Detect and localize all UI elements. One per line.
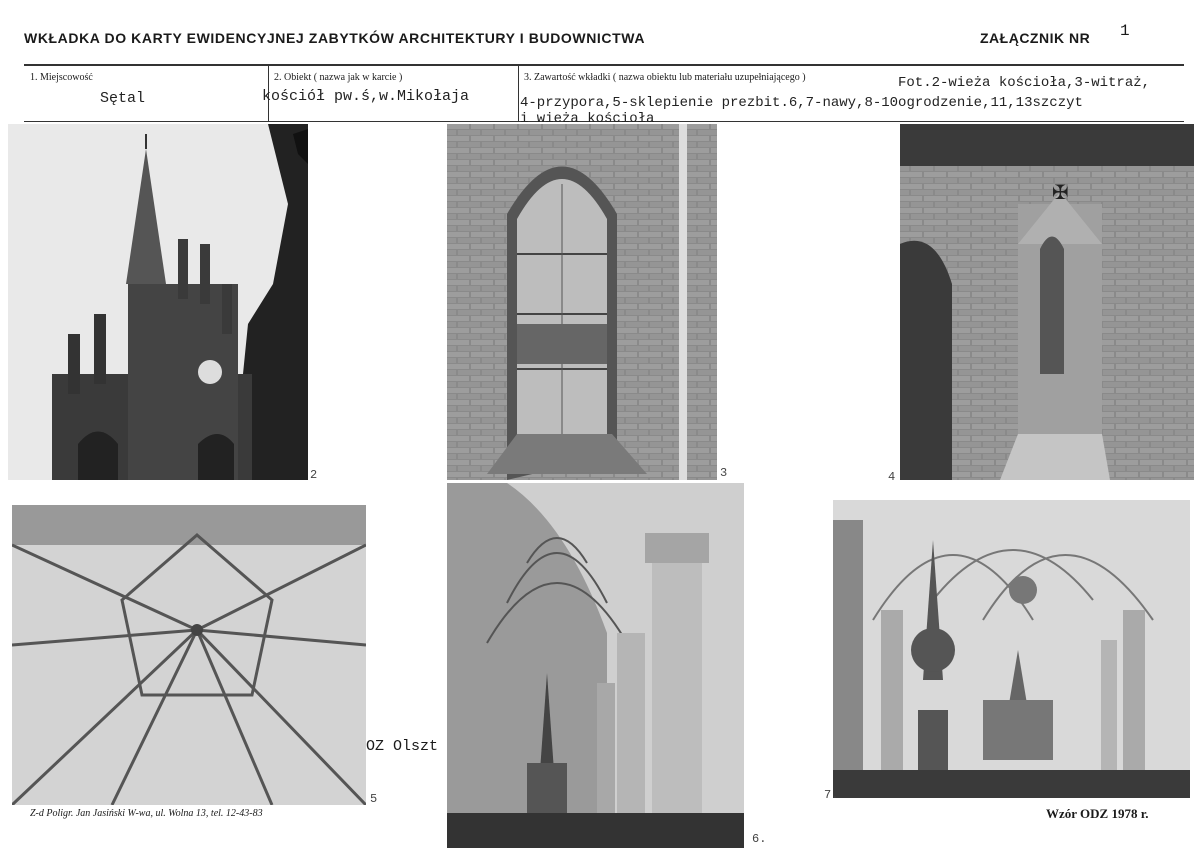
- locality-label: 1. Miejscowość: [30, 72, 93, 83]
- annex-label: ZAŁĄCZNIK NR: [980, 30, 1091, 46]
- annex-number: 1: [1120, 22, 1130, 40]
- photo-nave-2: [833, 500, 1190, 798]
- svg-text:✠: ✠: [1052, 180, 1069, 204]
- photo-number-3: 3: [720, 466, 728, 480]
- contents-line-2: 4-przypora,5-sklepienie prezbit.6,7-nawy,8-10ogrodzenie,11,13szczyt: [520, 95, 1083, 111]
- object-value: kościół pw.ś,w.Mikołaja: [262, 88, 470, 105]
- form-title: WKŁADKA DO KARTY EWIDENCYJNEJ ZABYTKÓW ARCHITEKTURY I BUDOWNICTWA: [24, 30, 646, 46]
- photo-number-7: 7.: [824, 788, 839, 802]
- stamp-text: OZ Olszt: [366, 738, 439, 755]
- object-label: 2. Obiekt ( nazwa jak w karcie ): [274, 72, 403, 83]
- contents-label: 3. Zawartość wkładki ( nazwa obiektu lub materiału uzupełniającego ): [524, 72, 806, 83]
- header-rule: [24, 64, 1184, 66]
- photo-number-2: 2: [310, 468, 318, 482]
- photo-number-5: 5: [370, 792, 378, 806]
- photo-nave-1: [447, 483, 744, 848]
- photo-presbytery-vault: [12, 505, 366, 805]
- photo-number-4: 4: [888, 470, 896, 484]
- contents-line-1: Fot.2-wieża kościoła,3-witraż,: [898, 75, 1151, 91]
- template-footer: Wzór ODZ 1978 r.: [1046, 806, 1149, 821]
- photo-stained-glass-window: [447, 124, 717, 480]
- fields-divider-2: [518, 66, 519, 122]
- contents-line-3-clip: [520, 92, 1198, 124]
- photo-buttress: [900, 124, 1194, 480]
- photo-church-tower: [8, 124, 308, 480]
- contents-line-3: i wieża kościoła: [520, 111, 655, 124]
- locality-value: Sętal: [100, 90, 146, 107]
- photo-number-6: 6.: [752, 832, 767, 846]
- printer-footer: Z-d Poligr. Jan Jasiński W-wa, ul. Wolna 13, tel. 12-43-83: [30, 808, 263, 819]
